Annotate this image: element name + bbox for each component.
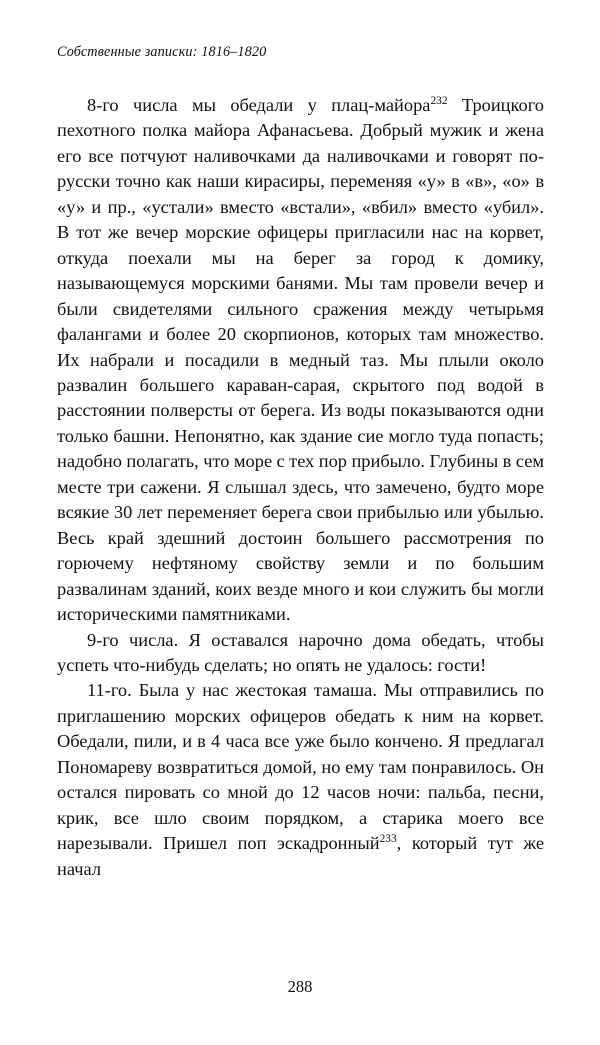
paragraph-text-before-note: 11-го. Была у нас жестокая тамаша. Мы отправились по приглашению морских офицеров обедать к ним на корвет. Обедали, пили, и в 4 часа все уже было кончено. Я предлагал Пономареву возвратиться домой, но ему там понравилось. Он остался пировать со мной до 12 часов ночи: пальба, песни, крик, все шло своим порядком, а старика моего все нарезывали. Пришел поп эскадронный (57, 680, 544, 854)
paragraph-text-before-note: 9-го числа. Я оставался нарочно дома обедать, чтобы успеть что-нибудь сделать; но опять не удалось: гости! (57, 629, 544, 675)
paragraph-entry-9 (57, 628, 544, 679)
paragraph-text-after-note: Троицкого пехотного полка майора Афанасьева. Добрый мужик и жена его все потчуют наливочками да наливочками и говорят по-русски точно как наши кирасиры, переменяя «у» в «в», «о» в «у» и пр., «устали» вместо «встали», «вбил» вместо «убил». В тот же вечер морские офицеры пригласили нас на корвет, откуда поехали мы на берег за город к домику, называющемуся морскими банями. Мы там провели вечер и были свидетелями сильного сражения между четырьмя фалангами и более 20 скорпионов, которых там множество. Их набрали и посадили в медный таз. Мы плыли около развалин большего караван-сарая, скрытого под водой в расстоянии полверсты от берега. Из воды показываются одни только башни. Непонятно, как здание сие могло туда попасть; надобно полагать, что море с тех пор прибыло. Глубины в сем месте три сажени. Я слышал здесь, что замечено, будто море всякие 30 лет переменяет берега свои прибылью или убылью. Весь край здешний достоин большего рассмотрения по горючему нефтяному свойству земли и по большим развалинам зданий, коих везде много и кои служить бы могли историческими памятниками. (57, 95, 544, 625)
footnote-marker-232[interactable]: 232 (430, 94, 448, 107)
running-head: Собственные записки: 1816–1820 (57, 44, 267, 60)
body-text-block (57, 93, 544, 882)
paragraph-entry-11 (57, 678, 544, 882)
paragraph-text-after-note: , который тут же начал (57, 833, 544, 879)
footnote-marker-233[interactable]: 233 (379, 833, 397, 846)
page-number: 288 (287, 977, 313, 996)
paragraph-entry-8 (57, 93, 544, 628)
paragraph-text-before-note: 8-го числа мы обедали у плац-майора (87, 95, 431, 115)
